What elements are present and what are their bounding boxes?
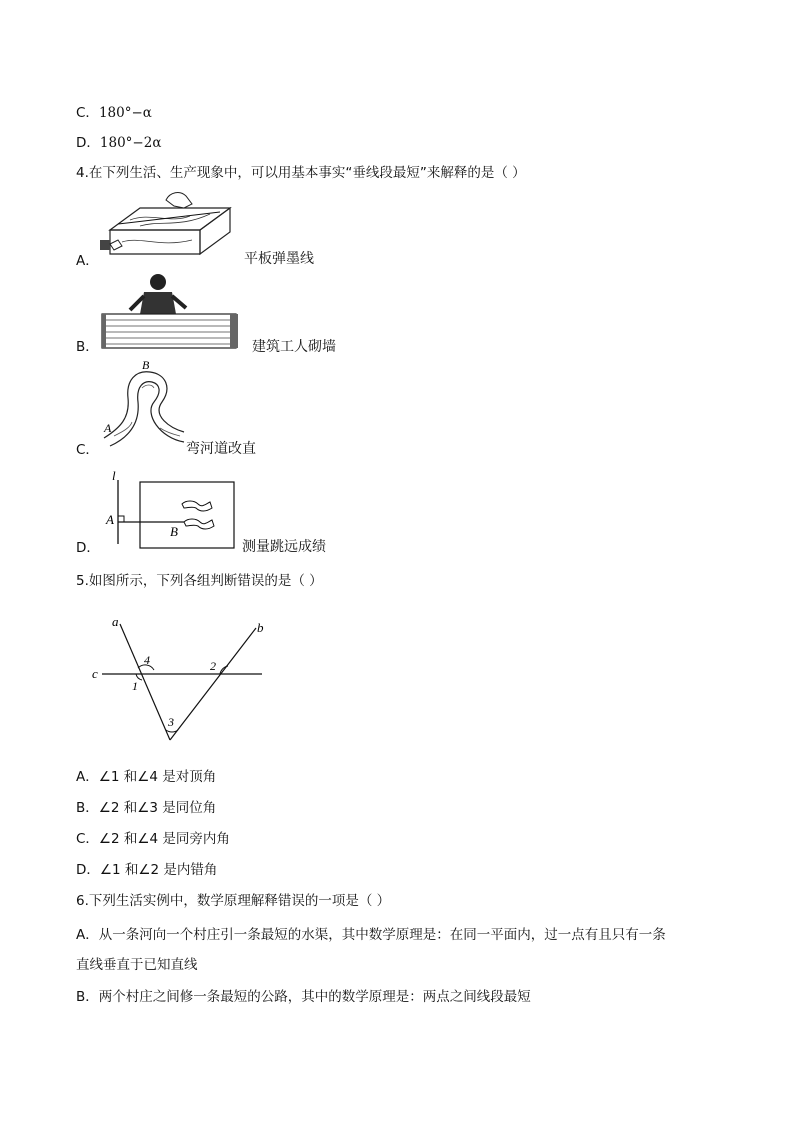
label-angle-3: 3 [168, 715, 174, 729]
q5-option-d: D．∠1 和∠2 是内错角 [76, 862, 218, 878]
q3-option-c [76, 104, 152, 122]
q4-option-a-caption: 平板弹墨线 [244, 251, 314, 267]
q4-option-b-caption: 建筑工人砌墙 [252, 339, 336, 355]
label-a-foot: A [106, 512, 114, 527]
q4-option-a-letter: A． [76, 253, 99, 269]
label-line-b: b [257, 620, 264, 635]
q6-option-b: B．两个村庄之间修一条最短的公路，其中的数学原理是：两点之间线段最短 [76, 989, 531, 1005]
q5-option-b: B．∠2 和∠3 是同位角 [76, 800, 217, 816]
bricklayer-figure [100, 270, 250, 352]
q4-option-c-caption: 弯河道改直 [186, 441, 256, 457]
label-l: l [112, 468, 116, 483]
ink-line-board-figure [100, 190, 242, 266]
q4-option-b-letter: B． [76, 339, 99, 355]
label-b: B [142, 358, 150, 372]
q6-stem: 6.下列生活实例中，数学原理解释错误的一项是（ ） [76, 893, 391, 909]
q4-option-c-letter: C． [76, 442, 99, 458]
q6-option-a-line1: A．从一条河向一个村庄引一条最短的水渠，其中数学原理是：在同一平面内，过一点有且只有一条 [76, 927, 666, 943]
q5-option-c: C．∠2 和∠4 是同旁内角 [76, 831, 230, 847]
q4-option-d-letter: D． [76, 540, 100, 556]
q6-option-a-line2: 直线垂直于已知直线 [76, 957, 198, 973]
q3-option-d [76, 134, 161, 152]
q4-option-d-caption: 测量跳远成绩 [242, 539, 326, 555]
label-a: A [104, 421, 112, 435]
label-line-a: a [112, 614, 119, 629]
option-expression: 180°−2α [99, 135, 162, 151]
option-letter: D． [76, 135, 100, 151]
option-expression: 180°−α [98, 105, 152, 121]
label-angle-1: 1 [132, 679, 138, 693]
q5-option-a: A．∠1 和∠4 是对顶角 [76, 769, 217, 785]
q4-stem: 4.在下列生活、生产现象中，可以用基本事实“垂线段最短”来解释的是（ ） [76, 165, 526, 181]
label-line-c: c [92, 666, 98, 681]
angles-figure [86, 612, 276, 746]
q5-stem: 5.如图所示，下列各组判断错误的是（ ） [76, 573, 323, 589]
label-angle-2: 2 [210, 659, 216, 673]
label-angle-4: 4 [144, 653, 150, 667]
option-letter: C． [76, 105, 99, 121]
river-bend-figure [100, 358, 186, 448]
label-b-mark: B [170, 524, 178, 539]
long-jump-figure [100, 468, 240, 554]
